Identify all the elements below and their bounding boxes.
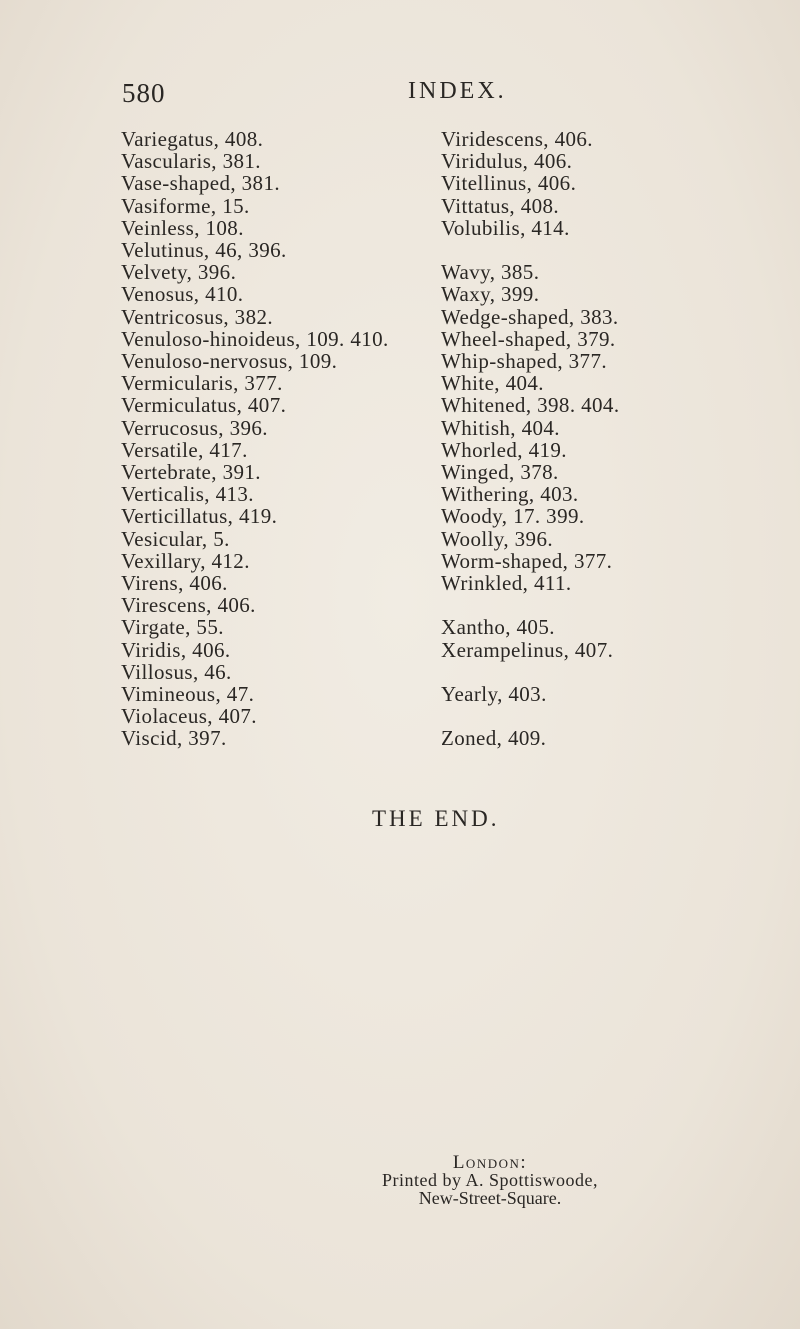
index-section-gap — [441, 239, 619, 261]
index-entry: Vitellinus, 406. — [441, 171, 577, 196]
imprint-city: London: — [452, 1152, 528, 1173]
index-entry: Venuloso-nervosus, 109. — [121, 349, 338, 374]
index-entry: Zoned, 409. — [441, 726, 547, 751]
index-entry: Ventricosus, 382. — [121, 304, 274, 329]
index-entry: Viridulus, 406. — [441, 149, 573, 174]
index-entry: Vase-shaped, 381. — [121, 171, 281, 196]
index-entry: Withering, 403. — [441, 482, 579, 507]
imprint-printer: Printed by A. Spottiswoode, — [381, 1170, 598, 1190]
imprint-address: New-Street-Square. — [418, 1188, 562, 1208]
index-entry: Volubilis, 414. — [441, 215, 570, 240]
index-entry: White, 404. — [441, 371, 544, 396]
index-entry: Xantho, 405. — [441, 615, 555, 640]
index-entry: Vertebrate, 391. — [121, 460, 261, 485]
index-entry: Veinless, 108. — [121, 215, 244, 240]
index-entry: Vittatus, 408. — [441, 193, 560, 218]
index-entry: Wheel-shaped, 379. — [441, 326, 616, 351]
index-entry: Whorled, 419. — [441, 437, 567, 462]
index-entry: Woody, 17. 399. — [441, 504, 585, 529]
end-mark: THE END. — [372, 806, 500, 831]
index-entry: Venosus, 410. — [121, 282, 244, 307]
index-entry: Winged, 378. — [441, 460, 559, 485]
index-entry: Velvety, 396. — [121, 260, 237, 285]
index-entry: Vermicularis, 377. — [121, 371, 283, 396]
index-entry: Vimineous, 47. — [121, 682, 255, 707]
index-entry: Vexillary, 412. — [121, 548, 250, 573]
index-entry: Waxy, 399. — [441, 282, 540, 307]
index-entry: Wedge-shaped, 383. — [441, 304, 619, 329]
running-head: INDEX. — [408, 78, 507, 104]
index-entry: Worm-shaped, 377. — [441, 548, 613, 573]
index-entry: Vermiculatus, 407. — [121, 393, 287, 418]
index-column-left — [121, 128, 389, 750]
index-entry: Vesicular, 5. — [121, 526, 230, 551]
index-entry: Virens, 406. — [121, 571, 228, 596]
index-section-gap — [441, 661, 619, 683]
index-entry: Vasiforme, 15. — [121, 193, 250, 218]
index-entry: Yearly, 403. — [441, 682, 547, 707]
index-entry: Virgate, 55. — [121, 615, 224, 640]
index-entry: Xerampelinus, 407. — [441, 637, 614, 662]
index-entry: Verticillatus, 419. — [121, 504, 278, 529]
index-entry: Velutinus, 46, 396. — [121, 238, 287, 263]
index-entry: Wrinkled, 411. — [441, 571, 572, 596]
index-entry: Viridis, 406. — [121, 637, 231, 662]
index-entry: Whitish, 404. — [441, 415, 560, 440]
index-entry: Whitened, 398. 404. — [441, 393, 620, 418]
index-entry: Whip-shaped, 377. — [441, 349, 608, 374]
index-entry: Variegatus, 408. — [121, 127, 264, 151]
index-entry: Viscid, 397. — [121, 726, 227, 751]
index-entry: Verrucosus, 396. — [121, 415, 268, 440]
index-entry: Woolly, 396. — [441, 526, 553, 551]
index-entry: Versatile, 417. — [121, 437, 248, 462]
index-section-gap — [441, 705, 619, 727]
index-section-gap — [441, 594, 619, 616]
index-entry: Vascularis, 381. — [121, 149, 261, 174]
index-entry: Villosus, 46. — [121, 659, 232, 684]
index-entry: Wavy, 385. — [441, 260, 540, 285]
index-entry: Viridescens, 406. — [441, 127, 593, 151]
index-entry: Venuloso-hinoideus, 109. 410. — [121, 326, 389, 351]
page-number: 580 — [122, 78, 166, 108]
index-column-right — [441, 128, 619, 750]
index-entry: Virescens, 406. — [121, 593, 256, 618]
index-entry: Violaceus, 407. — [121, 704, 257, 729]
index-entry: Verticalis, 413. — [121, 482, 254, 507]
